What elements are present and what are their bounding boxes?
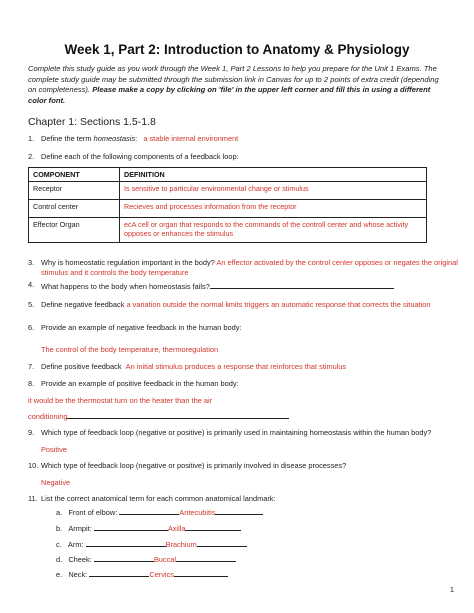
answer-text[interactable]: Buccal [153,555,177,564]
answer-text[interactable]: Axilla [167,524,186,533]
answer-text[interactable]: it would be the thermostat turn on the heater than the air [28,396,213,405]
table-cell-component: Receptor [29,182,120,200]
question-text: Which type of feedback loop (negative or positive) is primarily used in maintaining homeostasis within the human body? [41,428,432,437]
question-text: Which type of feedback loop (negative or positive) is primarily involved in disease processes? [41,461,347,470]
question-10-answer [41,478,70,488]
landmark-item-d: d. Cheek: Buccal [56,553,236,564]
question-number: 1. [28,134,35,143]
answer-line[interactable] [67,410,289,419]
table-cell-component: Effector Organ [29,218,120,243]
question-number: 9. [28,428,35,437]
answer-text[interactable]: Positive [41,445,67,454]
landmark-item-c: c. Arm: Brachium [56,538,247,549]
table-cell-component: Control center [29,200,120,218]
landmark-item-b: b. Armpit: Axilla [56,522,241,533]
question-text: Define each of the following components of a feedback loop: [41,152,239,161]
answer-text[interactable]: Brachium [165,540,197,549]
table-row [29,218,427,243]
intro-paragraph [28,64,448,106]
answer-text[interactable]: a stable internal environment [143,134,239,143]
question-number: 4. [28,280,35,289]
question-9-answer [41,445,67,455]
question-text: What happens to the body when homeostasis fails? [41,280,394,292]
intro-italic: Complete this study guide as you work through the Week 1, Part 2 Lessons to help you prepare for the Unit 1 Exams. The complete study guide may be submitted through the submission link in Canvas for up to 2 points of extra credit (depending on completeness). [28,64,439,95]
question-6-answer [41,345,218,355]
table-header-row [29,168,427,182]
question-8-answer-cont [28,410,289,422]
question-3-answer-cont [41,268,188,278]
question-number: 5. [28,300,35,309]
question-number: 11. [28,494,38,503]
question-number: 7. [28,362,35,371]
page-number: 1 [449,585,454,594]
answer-text[interactable]: An effector activated by the control center opposes or negates the original [216,258,458,267]
table-cell-definition[interactable]: Is sensitive to particular environmental change or stimulus [120,182,427,200]
question-text: Provide an example of negative feedback in the human body: [41,323,242,332]
answer-text[interactable]: Cervics [149,570,174,579]
chapter-heading: Chapter 1: Sections 1.5-1.8 [28,116,156,128]
question-text: Define positive feedback An initial stimulus produces a response that reinforces that stimulus [41,362,347,371]
table-cell-definition[interactable]: ecA cell or organ that responds to the commands of the controll center and whose activity opposes or enhances the stimulus [120,218,427,243]
question-text: Define the term homeostasis: a stable internal environment [41,134,239,143]
answer-text[interactable]: The control of the body temperature, thermoregulation [41,345,219,354]
question-text: List the correct anatomical term for each common anatomical landmark: [41,494,276,503]
answer-text[interactable]: Antecubitis [179,508,216,517]
question-number: 2. [28,152,35,161]
table-header-component: COMPONENT [29,168,120,182]
answer-text[interactable]: conditioning [28,412,68,421]
table-row [29,182,427,200]
question-text: Define negative feedback a variation outside the normal limits triggers an automatic response that corrects the situation [41,300,431,309]
answer-line[interactable] [210,280,394,289]
table-cell-definition[interactable]: Recieves and processes information from the receptor [120,200,427,218]
landmark-item-e: e. Neck: Cervics [56,568,228,579]
question-number: 3. [28,258,35,267]
intro-bold: Please make a copy by clicking on 'file' in the upper left corner and fill this in using a different color font. [28,85,431,105]
question-number: 10. [28,461,39,470]
answer-text[interactable]: An initial stimulus produces a response that reinforces that stimulus [125,362,347,371]
table-row [29,200,427,218]
answer-text[interactable]: stimulus and it controls the body temperature [41,268,189,277]
question-number: 8. [28,379,35,388]
question-text: Why is homeostatic regulation important in the body? An effector activated by the control center opposes or negates the original [41,258,458,267]
question-text: Provide an example of positive feedback in the human body: [41,379,239,388]
answer-text[interactable]: a variation outside the normal limits triggers an automatic response that corrects the situation [126,300,431,309]
feedback-loop-table [28,167,427,243]
landmark-item-a: a. Front of elbow: Antecubitis [56,506,263,517]
question-8-answer [28,396,212,406]
answer-text[interactable]: Negative [41,478,71,487]
page-title: Week 1, Part 2: Introduction to Anatomy & Physiology [64,42,410,57]
question-number: 6. [28,323,35,332]
table-header-definition: DEFINITION [120,168,427,182]
